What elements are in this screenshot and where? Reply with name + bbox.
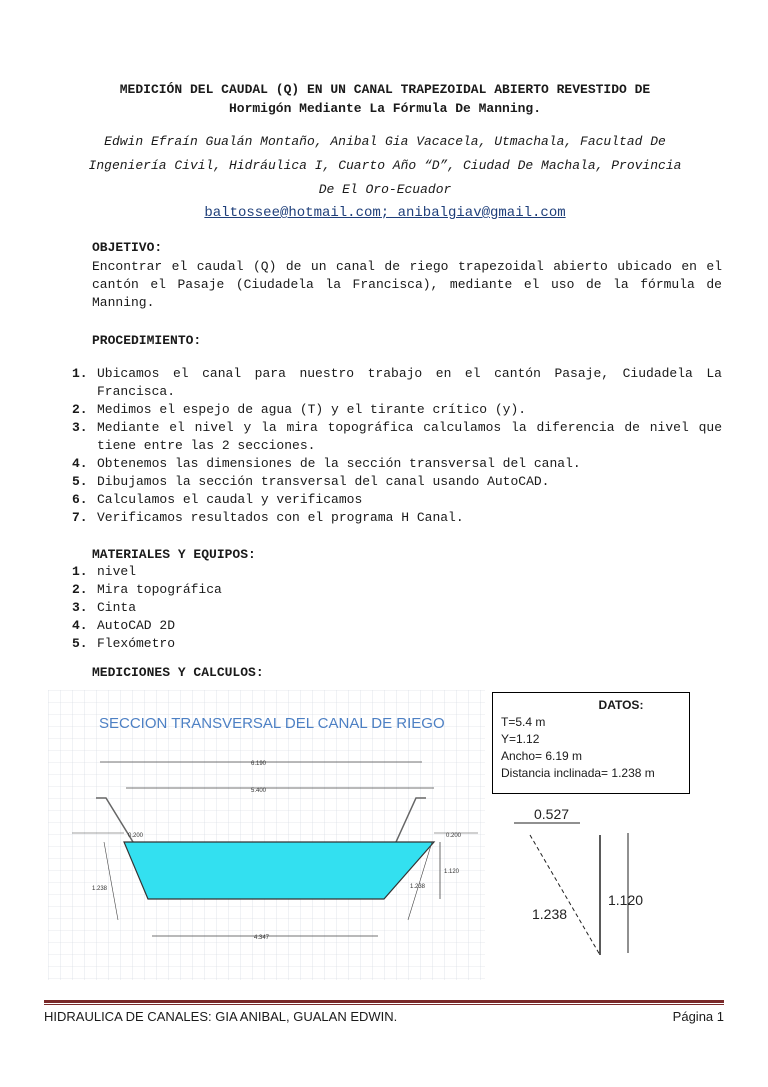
dim-label-slope-right: 1.238 bbox=[410, 884, 426, 890]
materiales-list bbox=[72, 563, 722, 653]
list-item: 7. Verificamos resultados con el programa H Canal. bbox=[72, 510, 464, 525]
list-item: 1. Ubicamos el canal para nuestro trabajo en el cantón Pasaje, Ciudadela La Francisca. bbox=[72, 366, 722, 399]
procedimiento-heading: PROCEDIMIENTO: bbox=[92, 333, 202, 348]
datos-line: Y=1.12 bbox=[501, 732, 540, 746]
list-item: 1. nivel bbox=[72, 564, 137, 579]
dim-label-freeboard-left: 0.200 bbox=[128, 833, 144, 839]
email-link[interactable]: baltossee@hotmail.com; anibalgiav@gmail.com bbox=[204, 205, 566, 221]
figure-title: SECCION TRANSVERSAL DEL CANAL DE RIEGO bbox=[99, 715, 445, 732]
dim-label-bottom: 4.347 bbox=[254, 935, 270, 941]
datos-line: Ancho= 6.19 m bbox=[501, 749, 583, 763]
detail-slope-label: 1.238 bbox=[532, 906, 568, 922]
footer-page-number: Página 1 bbox=[672, 1009, 724, 1024]
datos-box bbox=[492, 692, 690, 794]
list-item: 2. Mira topográfica bbox=[72, 582, 222, 597]
list-item: 4. Obtenemos las dimensiones de la sección transversal del canal. bbox=[72, 456, 581, 471]
objetivo-heading: OBJETIVO: bbox=[92, 240, 163, 255]
dim-label-slope-left: 1.238 bbox=[92, 886, 108, 892]
datos-heading: DATOS: bbox=[598, 698, 644, 712]
detail-horizontal-label: 0.527 bbox=[534, 806, 570, 822]
dim-label-top: 6.190 bbox=[251, 761, 267, 767]
materiales-heading: MATERIALES Y EQUIPOS: bbox=[92, 547, 256, 562]
cross-section-figure bbox=[48, 690, 485, 980]
water-area bbox=[124, 842, 434, 899]
procedimiento-list bbox=[72, 365, 722, 527]
list-item: 5. Flexómetro bbox=[72, 636, 176, 651]
datos-line: Distancia inclinada= 1.238 m bbox=[501, 766, 655, 780]
authors-line-3: De El Oro-Ecuador bbox=[318, 182, 452, 197]
page-footer bbox=[44, 1009, 724, 1024]
footer-rule-thin bbox=[44, 1004, 724, 1005]
email-line bbox=[40, 205, 730, 221]
list-item: 3. Cinta bbox=[72, 600, 137, 615]
list-item: 6. Calculamos el caudal y verificamos bbox=[72, 492, 363, 507]
authors-line-1: Edwin Efraín Gualán Montaño, Anibal Gia Vacacela, Utmachala, Facultad De bbox=[104, 134, 666, 149]
footer-rule bbox=[44, 1000, 724, 1003]
paper-title bbox=[40, 80, 730, 118]
slope-detail-figure bbox=[500, 805, 670, 975]
dim-label-freeboard-right: 0.200 bbox=[446, 833, 462, 839]
detail-vertical-label: 1.120 bbox=[608, 892, 644, 908]
dim-label-water: 5.400 bbox=[251, 788, 267, 794]
list-item: 3. Mediante el nivel y la mira topográfica calculamos la diferencia de nivel que tiene entre las 2 secciones. bbox=[72, 420, 722, 453]
authors-line-2: Ingeniería Civil, Hidráulica I, Cuarto Año “D”, Ciudad De Machala, Provincia bbox=[88, 158, 682, 173]
list-item: 4. AutoCAD 2D bbox=[72, 618, 176, 633]
footer-left: HIDRAULICA DE CANALES: GIA ANIBAL, GUALAN EDWIN. bbox=[44, 1009, 398, 1024]
title-line-1: MEDICIÓN DEL CAUDAL (Q) EN UN CANAL TRAPEZOIDAL ABIERTO REVESTIDO DE bbox=[119, 82, 651, 97]
detail-slope-line bbox=[530, 835, 600, 955]
list-item: 5. Dibujamos la sección transversal del canal usando AutoCAD. bbox=[72, 474, 550, 489]
dim-label-depth: 1.120 bbox=[444, 869, 460, 875]
list-item: 2. Medimos el espejo de agua (T) y el tirante crítico (y). bbox=[72, 402, 527, 417]
title-line-2: Hormigón Mediante La Fórmula De Manning. bbox=[228, 101, 542, 116]
authors-block bbox=[40, 130, 730, 202]
objetivo-text: Encontrar el caudal (Q) de un canal de riego trapezoidal abierto ubicado en el cantón el Pasaje (Ciudadela la Francisca), mediante el uso de la fórmula de Manning. bbox=[92, 259, 722, 310]
datos-line: T=5.4 m bbox=[501, 715, 546, 729]
mediciones-heading: MEDICIONES Y CALCULOS: bbox=[92, 665, 264, 680]
